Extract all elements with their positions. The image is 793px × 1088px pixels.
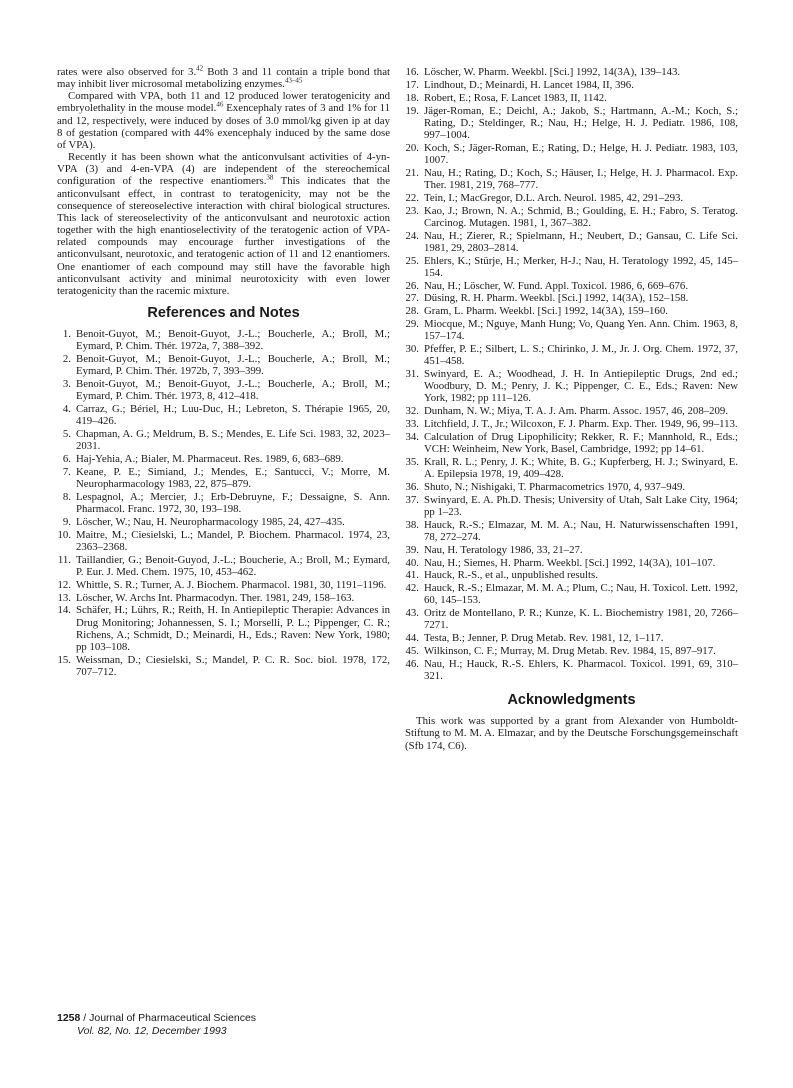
reference-number: 36. [405, 480, 419, 493]
reference-text: Nau, H.; Rating, D.; Koch, S.; Häuser, I.; Helge, H. J. Pharmacol. Exp. Ther. 1981, 219, 768–777. [424, 166, 738, 191]
reference-number: 1. [62, 327, 71, 340]
reference-number: 17. [405, 78, 419, 91]
right-column [405, 66, 738, 752]
reference-text: Lespagnol, A.; Mercier, J.; Erb-Debruyne, F.; Dessaigne, S. Ann. Pharmacol. Franc. 1972, 30, 193–198. [76, 490, 390, 515]
page-number: 1258 [57, 1012, 81, 1024]
reference-number: 31. [405, 368, 419, 381]
reference-text: Löscher, W. Pharm. Weekbl. [Sci.] 1992, 14(3A), 139–143. [424, 66, 681, 78]
left-column [57, 66, 390, 679]
reference-text: Düsing, R. H. Pharm. Weekbl. [Sci.] 1992, 14(3A), 152–158. [424, 292, 689, 305]
reference-text: Tein, I.; MacGregor, D.L. Arch. Neurol. 1985, 42, 291–293. [424, 191, 684, 204]
reference-item [405, 167, 738, 191]
reference-item [405, 318, 738, 342]
reference-number: 19. [405, 104, 419, 117]
references-heading: References and Notes [147, 304, 300, 321]
reference-item [57, 654, 390, 678]
reference-number: 12. [57, 578, 71, 591]
reference-item [57, 592, 390, 604]
reference-number: 20. [405, 141, 419, 154]
reference-text: Löscher, W. Archs Int. Pharmacodyn. Ther. 1981, 249, 158–163. [76, 591, 355, 604]
acknowledgments-heading: Acknowledgments [507, 692, 636, 709]
reference-item [57, 529, 390, 553]
reference-number: 44. [405, 632, 419, 645]
reference-number: 21. [405, 166, 419, 179]
reference-number: 6. [62, 452, 71, 465]
reference-item [405, 494, 738, 518]
reference-number: 2. [62, 352, 71, 365]
reference-text: Benoit-Guyot, M.; Benoit-Guyot, J.-L.; Boucherle, A.; Broll, M.; Eymard, P. Chim. Thér. 1972b, 7, 393–399. [76, 352, 390, 378]
journal-name: / Journal of Pharmaceutical Sciences [83, 1012, 257, 1024]
reference-text: Shuto, N.; Nishigaki, T. Pharmacometrics 1970, 4, 937–949. [424, 480, 686, 493]
reference-item [57, 453, 390, 465]
reference-item [405, 658, 738, 682]
reference-item [405, 192, 738, 204]
reference-item [405, 557, 738, 569]
reference-number: 40. [405, 556, 419, 569]
reference-item [405, 582, 738, 606]
issue-info: Vol. 82, No. 12, December 1993 [77, 1025, 227, 1037]
reference-text: Keane, P. E.; Simiand, J.; Mendes, E.; Santucci, V.; Morre, M. Neuropharmacology 1983, 22, 875–879. [76, 465, 390, 490]
reference-number: 24. [405, 229, 419, 242]
reference-number: 3. [62, 377, 71, 390]
reference-number: 39. [405, 543, 419, 556]
reference-number: 43. [405, 607, 419, 620]
reference-text: Schäfer, H.; Lührs, R.; Reith, H. In Antiepileptic Therapie: Advances in Drug Monitoring; Johannessen, S. I.; Morselli, P. L.; Pippenger, C. R.; Richens, A.; Schmidt, D.; Meinardi, H., Eds.; Raven: New York, 1980; pp 103–108. [76, 604, 390, 653]
reference-number: 46. [405, 657, 419, 670]
reference-item [57, 378, 390, 402]
reference-number: 42. [405, 582, 419, 595]
reference-item [405, 292, 738, 304]
reference-text: Swinyard, E. A.; Woodhead, J. H. In Antiepileptic Drugs, 2nd ed.; Woodbury, D. M.; Penry, J. K.; Pippenger, C. E., Eds.; Raven: New York, 1982; pp 111–126. [424, 368, 738, 405]
reference-item [405, 79, 738, 91]
reference-item [405, 92, 738, 104]
reference-number: 18. [405, 91, 419, 104]
reference-number: 9. [62, 515, 71, 528]
reference-text: Nau, H.; Siemes, H. Pharm. Weekbl. [Sci.] 1992, 14(3A), 101–107. [424, 556, 716, 569]
reference-item [405, 230, 738, 254]
reference-text: Chapman, A. G.; Meldrum, B. S.; Mendes, E. Life Sci. 1983, 32, 2023–2031. [76, 427, 390, 453]
body-paragraph: rates were also observed for 3.42 Both 3 and 11 contain a triple bond that may inhibit liver microsomal metabolizing enzymes.$^{43-45}$ [57, 64, 390, 91]
reference-text: Nau, H.; Löscher, W. Fund. Appl. Toxicol. 1986, 6, 669–676. [424, 279, 689, 292]
reference-number: 15. [57, 653, 71, 666]
reference-number: 45. [405, 645, 419, 658]
reference-item [405, 142, 738, 166]
reference-list [57, 328, 390, 678]
reference-item [405, 405, 738, 417]
reference-number: 26. [405, 279, 419, 292]
reference-text: Ehlers, K.; Stürje, H.; Merker, H-J.; Nau, H. Teratology 1992, 45, 145–154. [424, 254, 738, 279]
reference-text: Krall, R. L.; Penry, J. K.; White, B. G.; Kupferberg, H. J.; Swinyard, E. A. Epilepsia 1978, 19, 409–428. [424, 455, 738, 481]
reference-item [57, 579, 390, 591]
reference-number: 7. [62, 465, 71, 478]
reference-item [405, 305, 738, 317]
reference-text: Benoit-Guyot, M.; Benoit-Guyot, J.-L.; Boucherle, A.; Broll, M.; Eymard, P. Chim. Thér. 1972a, 7, 388–392. [76, 327, 390, 353]
acknowledgments-text: This work was supported by a grant from Alexander von Humboldt-Stiftung to M. M. A. Elmazar, and by the Deutsche Forschungsgemeinschaft (Sfb 174, C6). [405, 715, 738, 752]
body-paragraph: Compared with VPA, both 11 and 12 produced lower teratogenicity and embryolethality in the mouse model.$^{46}$ Exencephaly rates of 3 and 1% for 11 and 12, respectively, were induced by doses of 3.0 mmol/kg given ip at day 8 of gestation (compared with 44% exencephaly induced by the same dose of VPA). [57, 90, 391, 151]
reference-item [57, 353, 390, 377]
reference-item [405, 343, 738, 367]
reference-text: Weissman, D.; Ciesielski, S.; Mandel, P. C. R. Soc. biol. 1978, 172, 707–712. [76, 653, 390, 678]
reference-item [405, 66, 738, 78]
reference-item [405, 368, 738, 404]
reference-text: Hauck, R.-S.; Elmazar, M. M. A.; Nau, H. Naturwissenschaften 1991, 78, 272–274. [424, 518, 738, 543]
reference-number: 38. [405, 518, 419, 531]
reference-item [405, 645, 738, 657]
reference-number: 16. [405, 66, 419, 78]
reference-number: 29. [405, 318, 419, 331]
reference-item [405, 632, 738, 644]
reference-item [405, 519, 738, 543]
reference-text: Swinyard, E. A. Ph.D. Thesis; University of Utah, Salt Lake City, 1964; pp 1–23. [424, 493, 738, 518]
reference-number: 14. [57, 604, 71, 617]
body-paragraph: Recently it has been shown what the anticonvulsant activities of 4-yn-VPA (3) and 4-en-VPA (4) are independent of the stereochemical configuration of the respective enantiomers.$^{38}$ This indicates that the anticonvulsant effect, in contrast to teratogenicity, may not be the consequence of stereoselective interaction with chiral biological structures. This lack of stereoselectivity of the anticonvulsant and neurotoxic action together with the high enantioselectivity of the teratogenic action of VPA-related compounds may encourage further investigations of the anticonvulsant, neurotoxic, and teratogenic action of 11 and 12 enantiomers. One enantiomer of each compound may still have the favorable high anticonvulsant activity and minimal neurotoxicity with even lower teratogenicity than the racemic mixture. [57, 151, 390, 297]
reference-number: 13. [57, 591, 71, 604]
reference-item [57, 516, 390, 528]
page-footer [57, 1012, 256, 1038]
reference-item [57, 604, 390, 653]
reference-item [405, 481, 738, 493]
reference-text: Nau, H.; Zierer, R.; Spielmann, H.; Neubert, D.; Gansau, C. Life Sci. 1981, 29, 2803–2814. [424, 229, 738, 254]
reference-text: Jäger-Roman, E.; Deichl, A.; Jakob, S.; Hartmann, A.-M.; Koch, S.; Rating, D.; Steldinger, R.; Nau, H.; Helge, H. J. Pediatr. 1986, 108, 997–1004. [424, 104, 738, 141]
reference-number: 4. [62, 402, 71, 415]
reference-text: Carraz, G.; Bériel, H.; Luu-Duc, H.; Lebreton, S. Thérapie 1965, 20, 419–426. [76, 402, 390, 428]
reference-text: Litchfield, J. T., Jr.; Wilcoxon, F. J. Pharm. Exp. Ther. 1949, 96, 99–113. [424, 418, 738, 431]
reference-item [405, 105, 738, 141]
reference-number: 32. [405, 405, 419, 418]
reference-text: Pfeffer, P. E.; Silbert, L. S.; Chirinko, J. M., Jr. J. Org. Chem. 1972, 37, 451–458. [424, 343, 738, 368]
reference-text: Kao, J.; Brown, N. A.; Schmid, B.; Goulding, E. H.; Fabro, S. Teratog. Carcinog. Mutagen. 1981, 1, 367–382. [424, 204, 738, 229]
reference-item [405, 205, 738, 229]
reference-text: Koch, S.; Jäger-Roman, E.; Rating, D.; Helge, H. J. Pediatr. 1983, 103, 1007. [424, 141, 738, 166]
reference-text: Haj-Yehia, A.; Bialer, M. Pharmaceut. Res. 1989, 6, 683–689. [76, 452, 344, 465]
reference-text: Dunham, N. W.; Miya, T. A. J. Am. Pharm. Assoc. 1957, 46, 208–209. [424, 405, 729, 418]
reference-item [57, 328, 390, 352]
reference-text: Calculation of Drug Lipophilicity; Rekker, R. F.; Mannhold, R., Eds.; VCH: Weinheim, New York, Basel, Cambridge, 1992; pp 14–61. [424, 430, 738, 456]
reference-text: Wilkinson, C. F.; Murray, M. Drug Metab. Rev. 1984, 15, 897–917. [424, 645, 716, 658]
reference-item [405, 280, 738, 292]
reference-number: 33. [405, 418, 419, 431]
reference-item [57, 491, 390, 515]
reference-number: 27. [405, 292, 419, 305]
reference-number: 41. [405, 569, 419, 582]
reference-text: Testa, B.; Jenner, P. Drug Metab. Rev. 1981, 12, 1–117. [424, 632, 664, 645]
reference-item [405, 456, 738, 480]
reference-item [405, 544, 738, 556]
reference-number: 25. [405, 254, 419, 267]
reference-text: Robert, E.; Rosa, F. Lancet 1983, II, 1142. [424, 91, 607, 104]
reference-text: Maitre, M.; Ciesielski, L.; Mandel, P. Biochem. Pharmacol. 1974, 23, 2363–2368. [76, 528, 390, 553]
reference-number: 37. [405, 493, 419, 506]
reference-item [405, 431, 738, 455]
reference-number: 23. [405, 204, 419, 217]
reference-text: Hauck, R.-S.; Elmazar, M. M. A.; Plum, C.; Nau, H. Toxicol. Lett. 1992, 60, 145–153. [424, 582, 738, 607]
reference-number: 30. [405, 343, 419, 356]
reference-text: Löscher, W.; Nau, H. Neuropharmacology 1985, 24, 427–435. [76, 515, 345, 528]
reference-text: Nau, H.; Hauck, R.-S. Ehlers, K. Pharmacol. Toxicol. 1991, 69, 310–321. [424, 657, 738, 683]
reference-text: Lindhout, D.; Meinardi, H. Lancet 1984, II, 396. [424, 78, 634, 91]
reference-text: Miocque, M.; Nguye, Manh Hung; Vo, Quang Yen. Ann. Chim. 1963, 8, 157–174. [424, 318, 738, 343]
reference-item [57, 554, 390, 578]
reference-text: Gram, L. Pharm. Weekbl. [Sci.] 1992, 14(3A), 159–160. [424, 305, 668, 318]
reference-item [57, 428, 390, 452]
reference-number: 35. [405, 455, 419, 468]
reference-item [405, 569, 738, 581]
reference-item [405, 255, 738, 279]
reference-number: 11. [57, 553, 71, 566]
reference-item [405, 607, 738, 631]
reference-number: 10. [57, 528, 71, 541]
reference-item [57, 466, 390, 490]
reference-number: 28. [405, 305, 419, 318]
reference-text: Hauck, R.-S., et al., unpublished results. [424, 569, 598, 582]
reference-item [405, 418, 738, 430]
reference-number: 5. [62, 427, 71, 440]
reference-text: Whittle, S. R.; Turner, A. J. Biochem. Pharmacol. 1981, 30, 1191–1196. [76, 578, 387, 591]
reference-text: Benoit-Guyot, M.; Benoit-Guyot, J.-L.; Boucherle, A.; Broll, M.; Eymard, P. Chim. Thér. 1973, 8, 412–418. [76, 377, 390, 403]
reference-text: Oritz de Montellano, P. R.; Kunze, K. L. Biochemistry 1981, 20, 7266–7271. [424, 607, 738, 632]
reference-text: Nau, H. Teratology 1986, 33, 21–27. [424, 543, 583, 556]
reference-item [57, 403, 390, 427]
reference-number: 34. [405, 430, 419, 443]
reference-number: 8. [62, 490, 71, 503]
reference-number: 22. [405, 191, 419, 204]
reference-list [405, 66, 738, 682]
reference-text: Taillandier, G.; Benoit-Guyod, J.-L.; Boucherie, A.; Broll, M.; Eymard, P. Eur. J. Med. Chem. 1975, 10, 453–462. [76, 553, 390, 578]
